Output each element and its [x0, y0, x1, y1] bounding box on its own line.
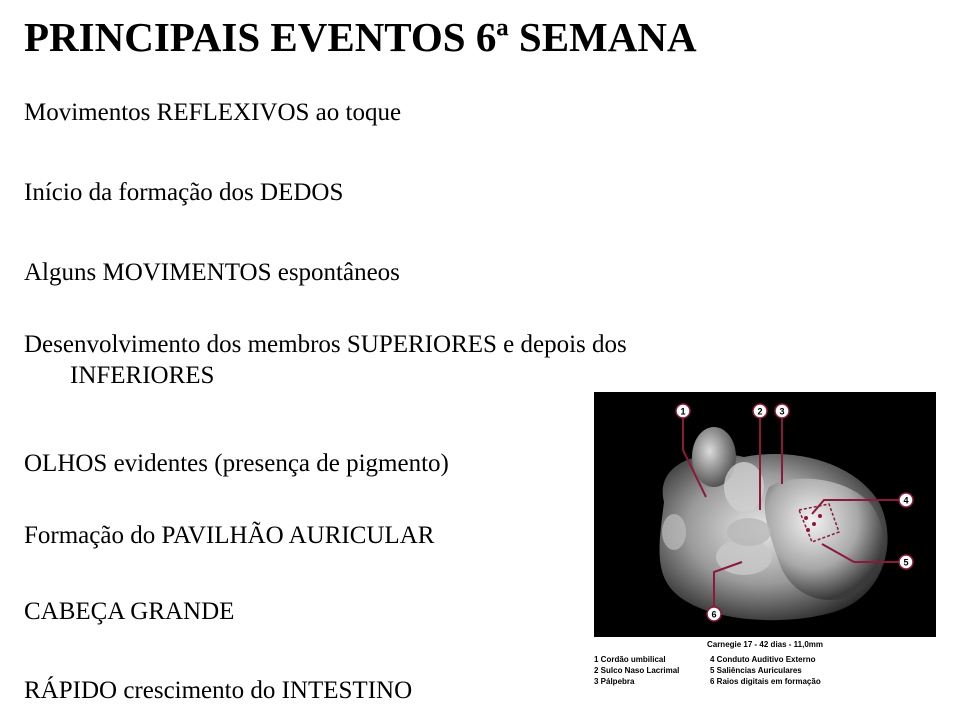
bullet-item: Formação do PAVILHÃO AURICULAR	[24, 522, 435, 549]
legend-item: 1 Cordão umbilical	[594, 655, 666, 664]
svg-text:1: 1	[680, 406, 686, 417]
bullet-item	[24, 329, 627, 391]
svg-text:4: 4	[903, 495, 909, 506]
embryo-figure	[594, 392, 936, 637]
slide-title: PRINCIPAIS EVENTOS 6ª SEMANA	[24, 14, 697, 60]
bullet-continuation: INFERIORES	[70, 362, 215, 389]
legend-item: 6 Raios digitais em formação	[710, 677, 821, 686]
figure-caption	[594, 636, 936, 696]
legend-item: 4 Conduto Auditivo Externo	[710, 655, 816, 664]
legend-item: 5 Saliências Auriculares	[710, 666, 802, 675]
svg-text:3: 3	[779, 406, 785, 417]
bullet-item: OLHOS evidentes (presença de pigmento)	[24, 450, 449, 477]
legend-item: 2 Sulco Naso Lacrimal	[594, 666, 680, 675]
bullet-item: Início da formação dos DEDOS	[24, 179, 344, 206]
legend-item: 3 Pálpebra	[594, 677, 635, 686]
svg-text:6: 6	[711, 609, 717, 620]
bullet-item: Movimentos REFLEXIVOS ao toque	[24, 99, 402, 126]
embryo-illustration	[594, 392, 936, 637]
caption-title: Carnegie 17 - 42 dias - 11,0mm	[706, 640, 824, 649]
bullet-item: Alguns MOVIMENTOS espontâneos	[24, 259, 400, 286]
bullet-text: Desenvolvimento dos membros SUPERIORES e depois dos	[24, 331, 627, 358]
svg-text:5: 5	[903, 557, 909, 568]
bullet-item: CABEÇA GRANDE	[24, 598, 235, 625]
bullet-item: RÁPIDO crescimento do INTESTINO	[24, 677, 413, 704]
svg-text:2: 2	[757, 406, 763, 417]
